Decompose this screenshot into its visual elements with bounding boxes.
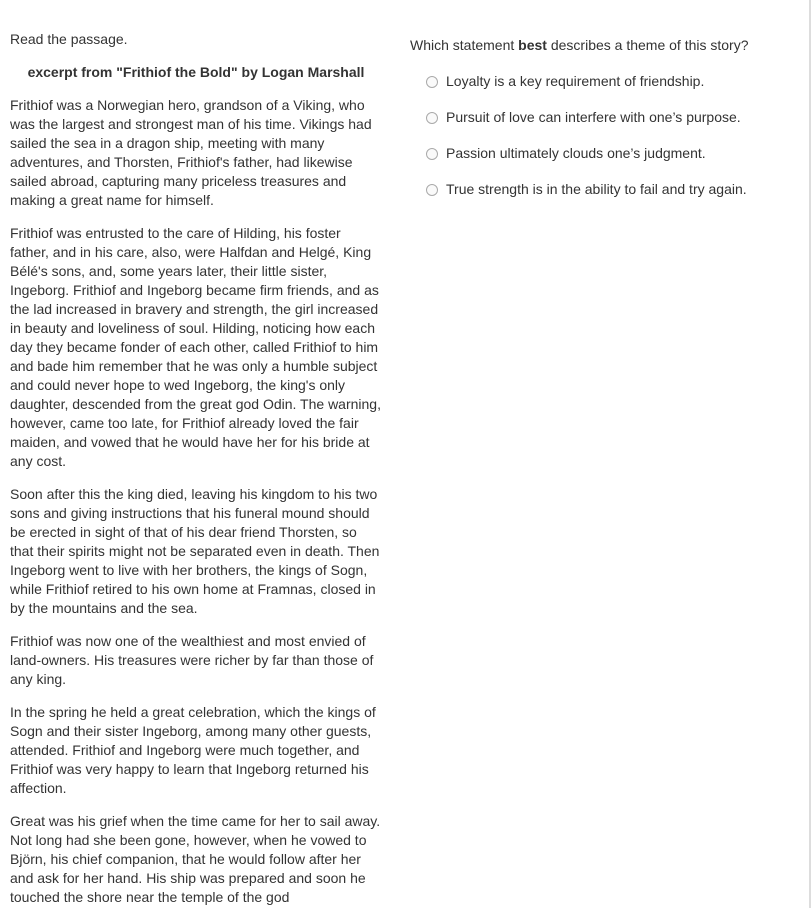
passage-paragraph: Great was his grief when the time came for her to sail away. Not long had she been gone, however, when he vowed to Björn, his chief companion, that he would follow after her and ask for her hand. His ship was prepared and soon he touched the shore near the temple of the god — [10, 813, 381, 905]
passage-title: excerpt from "Frithiof the Bold" by Logan Marshall — [27, 64, 365, 80]
answer-option-a[interactable] — [426, 72, 805, 91]
question-panel — [410, 36, 805, 216]
panel-divider — [809, 0, 811, 908]
passage-paragraph: In the spring he held a great celebration, which the kings of Sogn and their sister Ingeborg, among many other guests, attended. Frithiof and Ingeborg were much together, and Frithiof was very happy to learn that Ingeborg returned his affection. — [10, 704, 376, 796]
radio-button[interactable] — [426, 112, 438, 124]
passage-panel — [10, 30, 382, 921]
question-prompt — [410, 36, 805, 55]
radio-button[interactable] — [426, 148, 438, 160]
question-suffix: describes a theme of this story? — [546, 37, 749, 53]
passage-paragraph: Frithiof was entrusted to the care of Hilding, his foster father, and in his care, also, were Halfdan and Helgé, King Bélé's sons, and, some years later, their little sister, Ingeborg. Frithiof and Ingeborg became firm friends, and as the lad increased in bravery and strength, the girl increased in beauty and loveliness of soul. Hilding, noticing how each day they became fonder of each other, called Frithiof to him and bade him remember that he was only a humble subject and could never hope to wed Ingeborg, the king's only daughter, descended from the great god Odin. The warning, however, came too late, for Frithiof already loved the fair maiden, and vowed that he would have her for his bride at any cost. — [10, 225, 381, 469]
question-emphasis: best — [518, 37, 547, 53]
instruction-text: Read the passage. — [10, 31, 128, 47]
passage-paragraph: Frithiof was now one of the wealthiest and most envied of land-owners. His treasures were richer by far than those of any king. — [10, 633, 374, 687]
answer-option-d[interactable] — [426, 180, 805, 199]
option-label: Pursuit of love can interfere with one’s purpose. — [446, 109, 741, 125]
passage-paragraph: Soon after this the king died, leaving his kingdom to his two sons and giving instructions that his funeral mound should be erected in sight of that of his dear friend Thorsten, so that their spirits might not be separated even in death. Then Ingeborg went to live with her brothers, the kings of Sogn, while Frithiof retired to his own home at Framnas, closed in by the mountains and the sea. — [10, 486, 380, 616]
option-label: Loyalty is a key requirement of friendship. — [446, 73, 705, 89]
option-label: Passion ultimately clouds one’s judgment. — [446, 145, 706, 161]
radio-button[interactable] — [426, 184, 438, 196]
radio-button[interactable] — [426, 76, 438, 88]
option-label: True strength is in the ability to fail and try again. — [446, 181, 747, 197]
answer-option-c[interactable] — [426, 144, 805, 163]
answer-option-b[interactable] — [426, 108, 805, 127]
passage-paragraph: Frithiof was a Norwegian hero, grandson of a Viking, who was the largest and strongest man of his time. Vikings had sailed the sea in a dragon ship, meeting with many adventures, and Thorsten, Frithiof's father, had likewise sailed abroad, capturing many priceless treasures and making a great name for himself. — [10, 97, 372, 208]
question-prefix: Which statement — [410, 37, 519, 53]
